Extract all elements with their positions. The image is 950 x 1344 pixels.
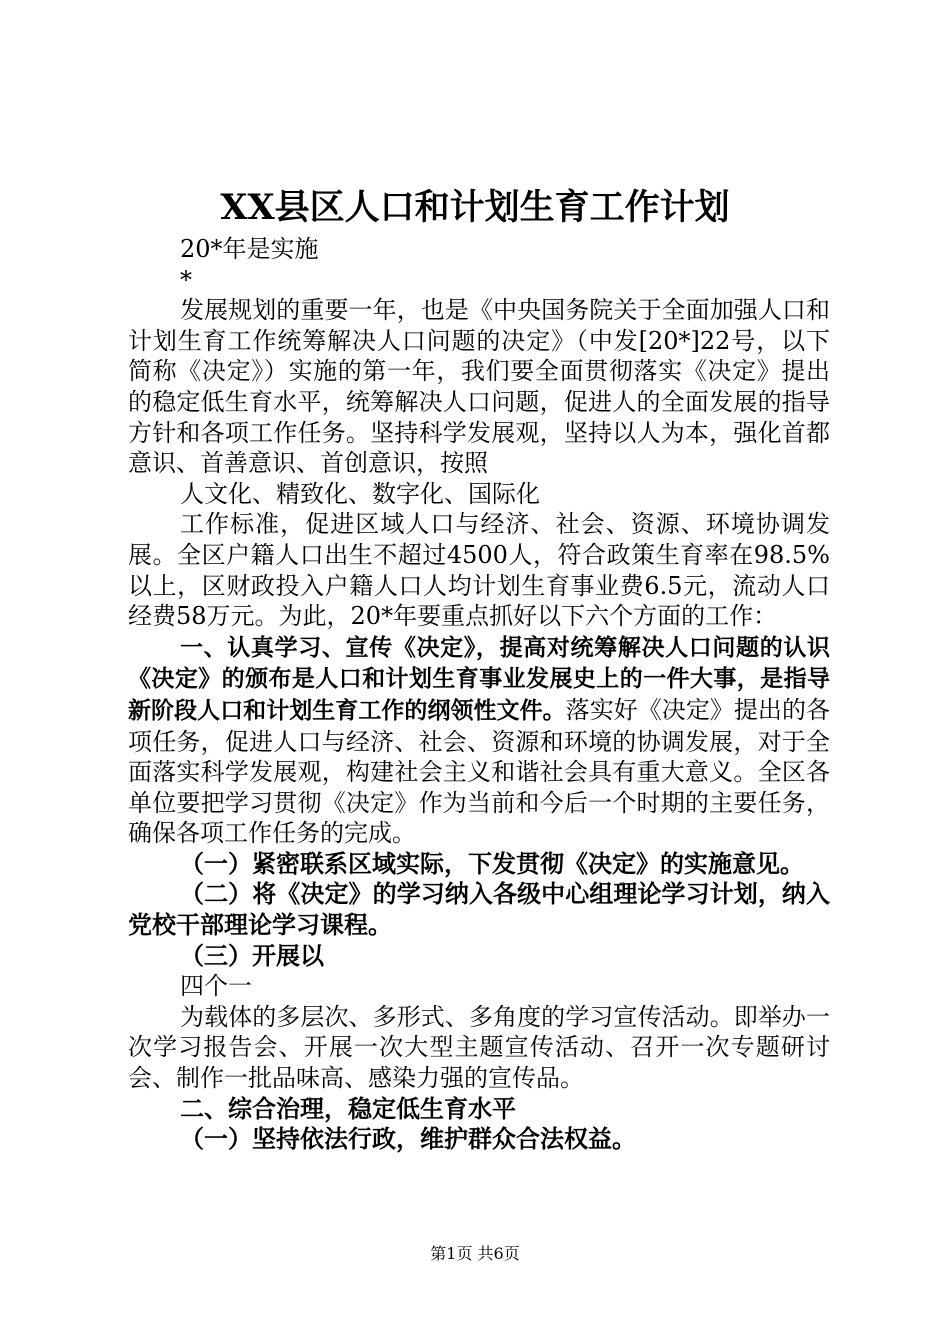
section-1-paragraph (128, 632, 830, 849)
paragraph-four-ones: 四个一 (180, 972, 252, 1001)
paragraph-targets: 工作标准，促进区域人口与经济、社会、资源、环境协调发展。全区户籍人口出生不超过4500人，符合政策生育率在98.5%以上，区财政投入户籍人口人均计划生育事业费6.5元，流动人口经费58万元。为此，20*年要重点抓好以下六个方面的工作： (128, 510, 830, 631)
section-2-heading: 二、综合治理，稳定低生育水平 (180, 1094, 516, 1123)
section-1-text: 落实好《决定》提出的各项任务，促进人口与经济、社会、资源和环境的协调发展，对于全面落实科学发展观，构建社会主义和谐社会具有重大意义。全区各单位要把学习贯彻《决定》作为当前和今后一个时期的主要任务，确保各项工作任务的完成。 (128, 695, 831, 848)
section-1-item-1: （一）紧密联系区域实际，下发贯彻《决定》的实施意见。 (180, 849, 804, 878)
document-body (128, 234, 830, 1155)
document-title: XX县区人口和计划生育工作计划 (220, 187, 730, 228)
paragraph-activities: 为载体的多层次、多形式、多角度的学习宣传活动。即举办一次学习报告会、开展一次大型主题宣传活动、召开一次专题研讨会、制作一批品味高、感染力强的宣传品。 (128, 1002, 830, 1093)
section-1-heading: 一、认真学习、宣传《决定》，提高对统筹解决人口问题的认识《决定》的颁布是人口和计划生育事业发展史上的一件大事，是指导新阶段人口和计划生育工作的纲领性文件。 (128, 634, 830, 724)
section-2-item-1: （一）坚持依法行政，维护群众合法权益。 (180, 1125, 636, 1154)
page-number-footer: 第1页 共6页 (430, 1244, 520, 1263)
section-1-item-3: （三）开展以 (180, 941, 324, 970)
paragraph-intro-2: * (180, 265, 192, 294)
paragraph-intro-1: 20*年是实施 (180, 235, 319, 263)
paragraph-standards: 人文化、精致化、数字化、国际化 (180, 479, 540, 508)
paragraph-plan-overview: 发展规划的重要一年，也是《中央国务院关于全面加强人口和计划生育工作统筹解决人口问题的决定》（中发[20*]22号，以下简称《决定》）实施的第一年，我们要全面贯彻落实《决定》提出的稳定低生育水平，统筹解决人口问题，促进人的全面发展的指导方针和各项工作任务。坚持科学发展观，坚持以人为本，强化首都意识、首善意识、首创意识，按照 (128, 296, 830, 478)
section-1-item-2: （二）将《决定》的学习纳入各级中心组理论学习计划，纳入党校干部理论学习课程。 (128, 880, 830, 940)
